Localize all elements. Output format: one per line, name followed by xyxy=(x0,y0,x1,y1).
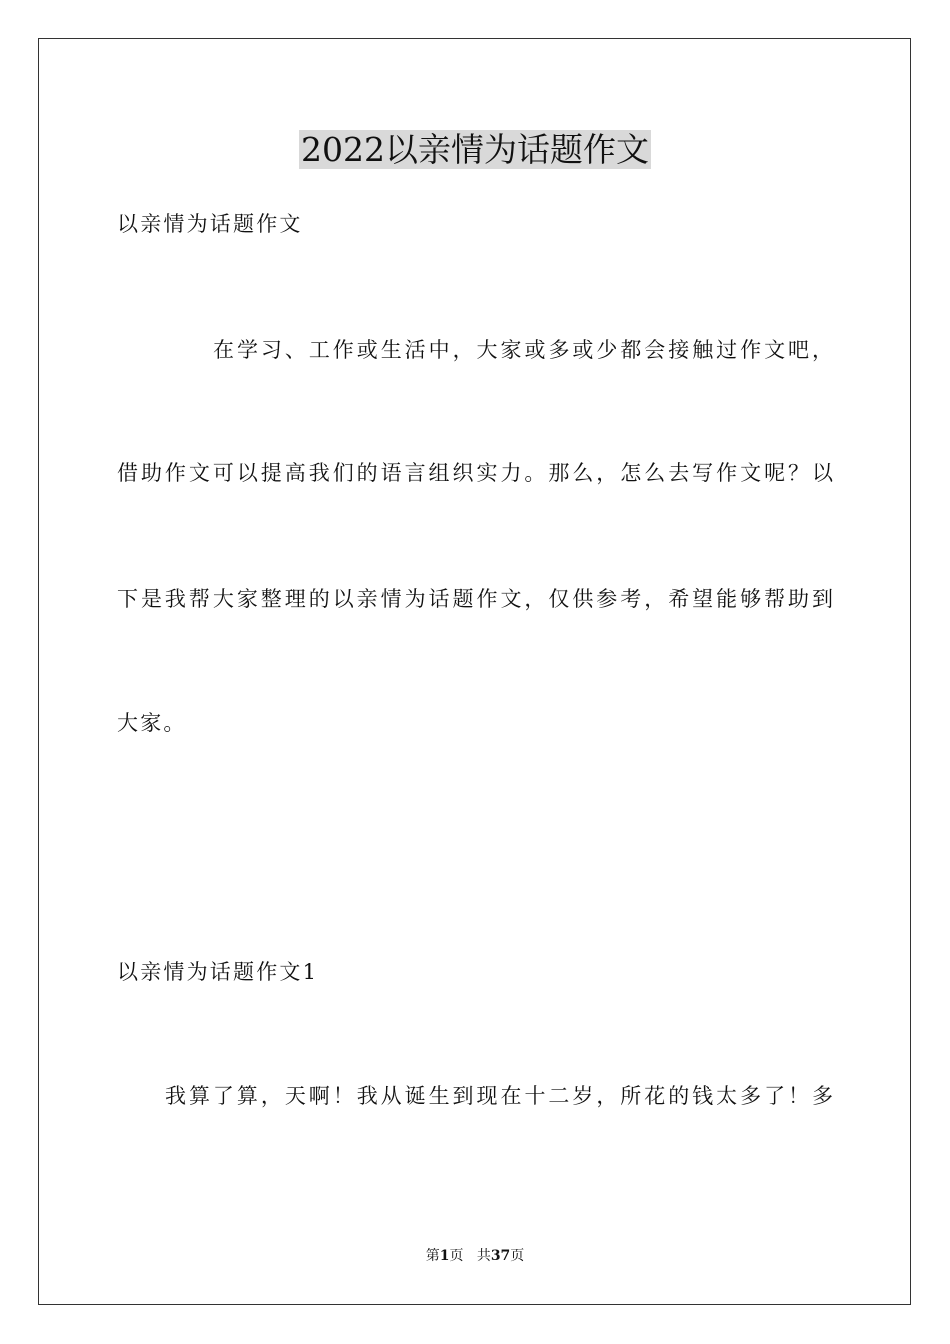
footer-total-suffix: 页 xyxy=(510,1248,525,1264)
footer-prefix: 第 xyxy=(425,1248,440,1264)
body-line-1: 我算了算，天啊！我从诞生到现在十二岁，所花的钱太多了！多 xyxy=(165,1084,833,1108)
footer-page-number: 1 xyxy=(439,1248,450,1264)
footer-page-suffix: 页 xyxy=(449,1248,464,1264)
page-footer xyxy=(0,1246,950,1266)
intro-line-1: 在学习、工作或生活中，大家或多或少都会接触过作文吧， xyxy=(213,338,833,362)
intro-line-3: 下是我帮大家整理的以亲情为话题作文，仅供参考，希望能够帮助到 xyxy=(117,587,833,611)
footer-total-prefix: 共 xyxy=(476,1248,491,1264)
intro-line-4: 大家。 xyxy=(117,711,187,735)
document-title xyxy=(0,130,950,170)
intro-line-2: 借助作文可以提高我们的语言组织实力。那么，怎么去写作文呢？以 xyxy=(117,461,833,485)
section-heading: 以亲情为话题作文1 xyxy=(117,960,319,984)
document-subtitle: 以亲情为话题作文 xyxy=(117,212,303,236)
footer-total-pages: 37 xyxy=(490,1248,511,1264)
document-title-text: 2022以亲情为话题作文 xyxy=(301,130,649,169)
